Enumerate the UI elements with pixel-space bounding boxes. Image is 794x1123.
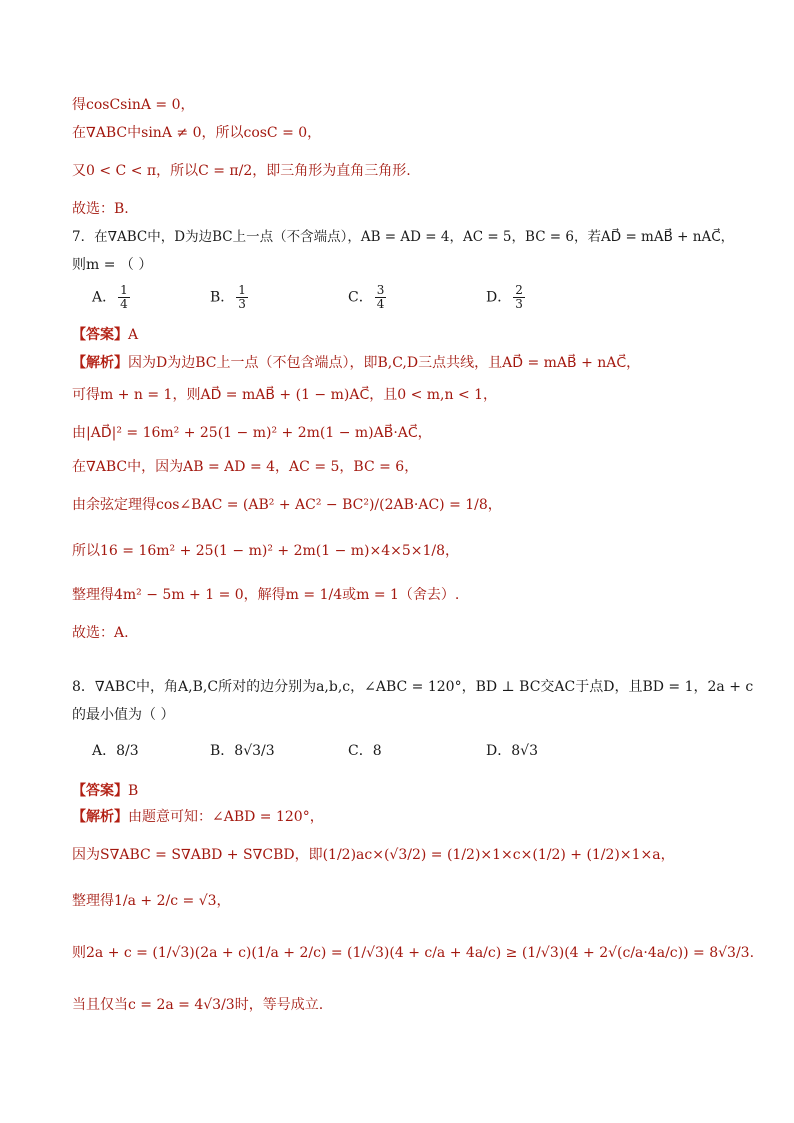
q7-option-b: B． $\frac{1}{3}$ <box>210 283 246 311</box>
prev-answer-choice: 故选：B. <box>72 201 129 217</box>
q7-stem-line-1: 7．在∇ABC中，D为边BC上一点（不含端点），AB = AD = 4，AC = 5，BC = 6，若AD⃗ = mAB⃗ + nAC⃗， <box>72 229 735 245</box>
q7-stem-line-2: 则m = （ ） <box>72 257 153 273</box>
q8-analysis-line-3: 整理得1/a + 2/c = √3， <box>72 893 231 909</box>
q7-answer-label: 【答案】 <box>72 327 128 343</box>
q7-analysis-line-1: 【解析】因为D为边BC上一点（不包含端点），即B,C,D三点共线，且AD⃗ = mAB⃗ + nAC⃗， <box>72 355 641 371</box>
q8-answer <box>72 782 138 800</box>
q7-analysis-line-2: 可得m + n = 1，则AD⃗ = mAB⃗ + (1 − m)AC⃗，且0 < m,n < 1， <box>72 387 498 403</box>
q8-option-d: D．8√3 <box>486 743 538 759</box>
q7-analysis-line-4: 在∇ABC中，因为AB = AD = 4，AC = 5，BC = 6， <box>72 459 419 475</box>
q8-analysis-label: 【解析】 <box>72 809 128 825</box>
prev-solution-line-3: 又0 < C < π，所以C = π/2，即三角形为直角三角形. <box>72 163 411 179</box>
q8-option-c: C．8 <box>348 743 382 759</box>
q7-choice: 故选：A. <box>72 625 129 641</box>
q7-answer-value: A <box>128 327 139 343</box>
q8-analysis-line-5: 当且仅当c = 2a = 4√3/3时，等号成立. <box>72 997 324 1013</box>
prev-solution-line-2: 在∇ABC中sinA ≠ 0，所以cosC = 0， <box>72 125 322 141</box>
q7-analysis-line-5: 由余弦定理得cos∠BAC = (AB² + AC² − BC²)/(2AB·AC) = 1/8， <box>72 497 502 513</box>
q7-option-c: C． $\frac{3}{4}$ <box>348 283 385 311</box>
q8-stem-line-2: 的最小值为（ ） <box>72 707 175 723</box>
q7-analysis-line-3: 由|AD⃗|² = 16m² + 25(1 − m)² + 2m(1 − m)AB⃗·AC⃗， <box>72 425 432 441</box>
q8-answer-value: B <box>128 783 139 799</box>
q8-analysis-line-2: 因为S∇ABC = S∇ABD + S∇CBD，即(1/2)ac×(√3/2) = (1/2)×1×c×(1/2) + (1/2)×1×a， <box>72 847 675 863</box>
q8-analysis-line-4: 则2a + c = (1/√3)(2a + c)(1/a + 2/c) = (1/√3)(4 + c/a + 4a/c) ≥ (1/√3)(4 + 2√(c/a·4a/c)) = 8√3/3. <box>72 945 755 961</box>
q8-option-b: B．8√3/3 <box>210 743 275 759</box>
prev-solution-line-1: 得cosCsinA = 0， <box>72 97 195 113</box>
q7-option-a: A． $\frac{1}{4}$ <box>92 283 128 311</box>
q7-answer <box>72 326 138 344</box>
q8-option-a: A．8/3 <box>92 743 139 759</box>
q7-option-d: D． $\frac{2}{3}$ <box>486 283 523 311</box>
q8-stem-line-1: 8．∇ABC中，角A,B,C所对的边分别为a,b,c，∠ABC = 120°，BD ⊥ BC交AC于点D，且BD = 1，2a + c <box>72 679 754 695</box>
q7-analysis-line-6: 所以16 = 16m² + 25(1 − m)² + 2m(1 − m)×4×5×1/8， <box>72 543 460 559</box>
q7-analysis-label: 【解析】 <box>72 355 128 371</box>
q8-answer-label: 【答案】 <box>72 783 128 799</box>
q7-analysis-line-7: 整理得4m² − 5m + 1 = 0，解得m = 1/4或m = 1（舍去）. <box>72 587 460 603</box>
q8-analysis-line-1: 【解析】由题意可知：∠ABD = 120°， <box>72 809 324 825</box>
